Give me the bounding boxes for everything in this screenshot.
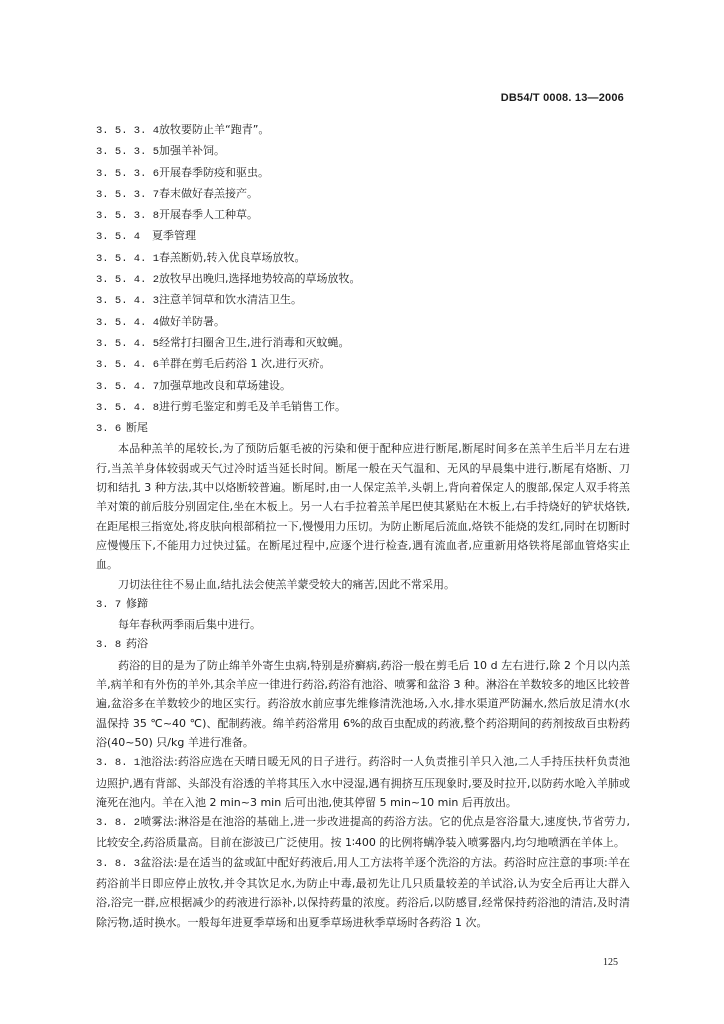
clause-number: 3. 5. 4. 5: [96, 337, 160, 350]
clause-number: 3. 5. 3. 8: [96, 210, 160, 223]
section-number: 3. 7: [96, 598, 122, 611]
clause-3-8-2: [96, 812, 630, 853]
clause-3-8-3: [96, 853, 630, 932]
clause-number: 3. 8. 1: [96, 757, 141, 770]
clause-text: 盆浴法:是在适当的盆或缸中配好药液后,用人工方法将羊逐个洗浴的方法。药浴时应注意的事项:羊在药浴前半日即应停止放牧,并令其饮足水,为防止中毒,最初先让几只质量较差的羊试浴,认为安全后再让大群入浴,浴完一群,应根据减少的药液进行添补,以保持药量的浓度。药浴后,以防感冒,经常保持药浴池的清洁,及时清除污物,适时换水。一般每年进夏季草场和出夏季草场进秋季草场时各药浴 1 次。: [96, 855, 630, 929]
clause-item: [96, 163, 630, 184]
clause-item: [96, 397, 630, 418]
section-heading-3-6: [96, 418, 630, 439]
clause-text: 喷雾法:淋浴是在池浴的基础上,进一步改进提高的药浴方法。它的优点是容浴量大,速度快,节省劳力,比较安全,药浴质量高。目前在澎波已广泛使用。按 1∶400 的比例将螨净装入喷雾器内,均匀地喷洒在羊体上。: [96, 815, 630, 850]
clause-number: 3. 5. 4. 4: [96, 316, 160, 329]
section-title: 修蹄: [126, 596, 148, 610]
section-number: 3. 6: [96, 423, 122, 436]
clause-item: [96, 226, 630, 247]
clause-number: 3. 5. 4: [96, 231, 141, 244]
clause-number: 3. 5. 3. 5: [96, 146, 160, 159]
clause-text: 注意羊饲草和饮水清洁卫生。: [159, 293, 303, 307]
clause-text: 开展春季防疫和驱虫。: [159, 165, 270, 179]
clause-item: [96, 269, 630, 290]
clause-number: 3. 5. 3. 7: [96, 188, 160, 201]
clause-3-8-1: [96, 752, 630, 812]
clause-number: 3. 5. 4. 8: [96, 401, 160, 414]
clause-text: 放牧要防止羊“跑青”。: [159, 123, 270, 136]
clause-text: 放牧早出晚归,选择地势较高的草场放牧。: [159, 272, 361, 286]
clause-text: 做好羊防暑。: [159, 314, 226, 328]
clause-item: [96, 354, 630, 375]
clause-text: 开展春季人工种草。: [159, 208, 259, 222]
section-title: 药浴: [126, 637, 148, 651]
clause-number: 3. 5. 4. 3: [96, 295, 160, 308]
clause-number: 3. 5. 4. 1: [96, 252, 160, 265]
clause-number: 3. 5. 3. 4: [96, 125, 160, 137]
clause-text: 羊群在剪毛后药浴 1 次,进行灭疥。: [159, 357, 331, 371]
clause-number: 3. 8. 2: [96, 817, 141, 830]
clause-text: 春末做好春羔接产。: [159, 186, 259, 200]
clause-text: 加强羊补饲。: [159, 144, 226, 158]
clause-text: 池浴法:药浴应选在天晴日暖无风的日子进行。药浴时一人负责推引羊只入池,二人手持压扶杆负责池边照护,遇有背部、头部没有浴透的羊将其压入水中浸湿,遇有拥挤互压现象时,要及时拉开,以防药水呛入羊肺或淹死在池内。羊在入池 2 min~3 min 后可出池,使其停留 5 min~10 min 后再放出。: [96, 755, 630, 809]
clause-number: 3. 5. 4. 6: [96, 359, 160, 372]
clause-item: [96, 120, 630, 141]
clause-list: [96, 120, 630, 418]
clause-item: [96, 376, 630, 397]
clause-item: [96, 312, 630, 333]
clause-number: 3. 5. 3. 6: [96, 167, 160, 180]
clause-text: 加强草地改良和草场建设。: [159, 378, 292, 392]
standard-code-header: DB54/T 0008. 13—2006: [500, 92, 624, 104]
clause-item: [96, 248, 630, 269]
clause-number: 3. 8. 3: [96, 857, 141, 870]
section-heading-3-7: [96, 594, 630, 615]
paragraph: 刀切法往往不易止血,结扎法会使羔羊蒙受较大的痛苦,因此不常采用。: [118, 577, 455, 591]
paragraph: 本品种羔羊的尾较长,为了预防后躯毛被的污染和便于配种应进行断尾,断尾时间多在羔羊生后半月左右进行,当羔羊身体较弱或天气过冷时适当延长时间。断尾一般在天气温和、无风的早晨集中进行,断尾有烙断、刀切和结扎 3 种方法,其中以烙断较普遍。断尾时,由一人保定羔羊,头朝上,背向着保定人的腹部,保定人双手将羔羊对策的前后肢分别固定住,坐在木板上。另一人右手拉着羔羊尾巴使其紧贴在木板上,右手持烧好的铲状烙铁,在距尾根三指宽处,将皮肤向根部稍拉一下,慢慢用力压切。为防止断尾后流血,烙铁不能烧的发红,同时在切断时应慢慢压下,不能用力过快过猛。在断尾过程中,应逐个进行检查,遇有流血者,应重新用烙铁将尾部血管烙实止血。: [96, 442, 630, 572]
clause-number: 3. 5. 4. 2: [96, 274, 160, 287]
clause-item: [96, 290, 630, 311]
page-content: [96, 120, 630, 932]
section-title: 断尾: [126, 421, 148, 435]
clause-item: [96, 333, 630, 354]
clause-item: [96, 205, 630, 226]
clause-text: 进行剪毛鉴定和剪毛及羊毛销售工作。: [159, 399, 347, 413]
paragraph: 药浴的目的是为了防止绵羊外寄生虫病,特别是疥癣病,药浴一般在剪毛后 10 d 左右进行,除 2 个月以内羔羊,病羊和有外伤的羊外,其余羊应一律进行药浴,药浴有池浴、喷雾和盆浴 3 种。淋浴在羊数较多的地区比较普遍,盆浴多在羊数较少的地区实行。药浴放水前应事先维修清洗池场,入水,排水渠道严防漏水,然后放足清水(水温保持 35 ℃~40 ℃)、配制药液。绵羊药浴常用 6%的敌百虫配成的药液,整个药浴期间的药剂按敌百虫粉药浴(40~50) 只/kg 羊进行准备。: [96, 658, 630, 749]
section-number: 3. 8: [96, 639, 122, 652]
clause-number: 3. 5. 4. 7: [96, 380, 160, 393]
page-number: 125: [603, 957, 618, 968]
clause-item: [96, 184, 630, 205]
section-heading-3-8: [96, 634, 630, 655]
paragraph: 每年春秋两季雨后集中进行。: [118, 618, 261, 632]
clause-item: [96, 141, 630, 162]
clause-text: 经常打扫圈舍卫生,进行消毒和灭蚊蝇。: [159, 335, 350, 349]
clause-text: 夏季管理: [152, 229, 196, 243]
clause-text: 春羔断奶,转入优良草场放牧。: [159, 250, 306, 264]
